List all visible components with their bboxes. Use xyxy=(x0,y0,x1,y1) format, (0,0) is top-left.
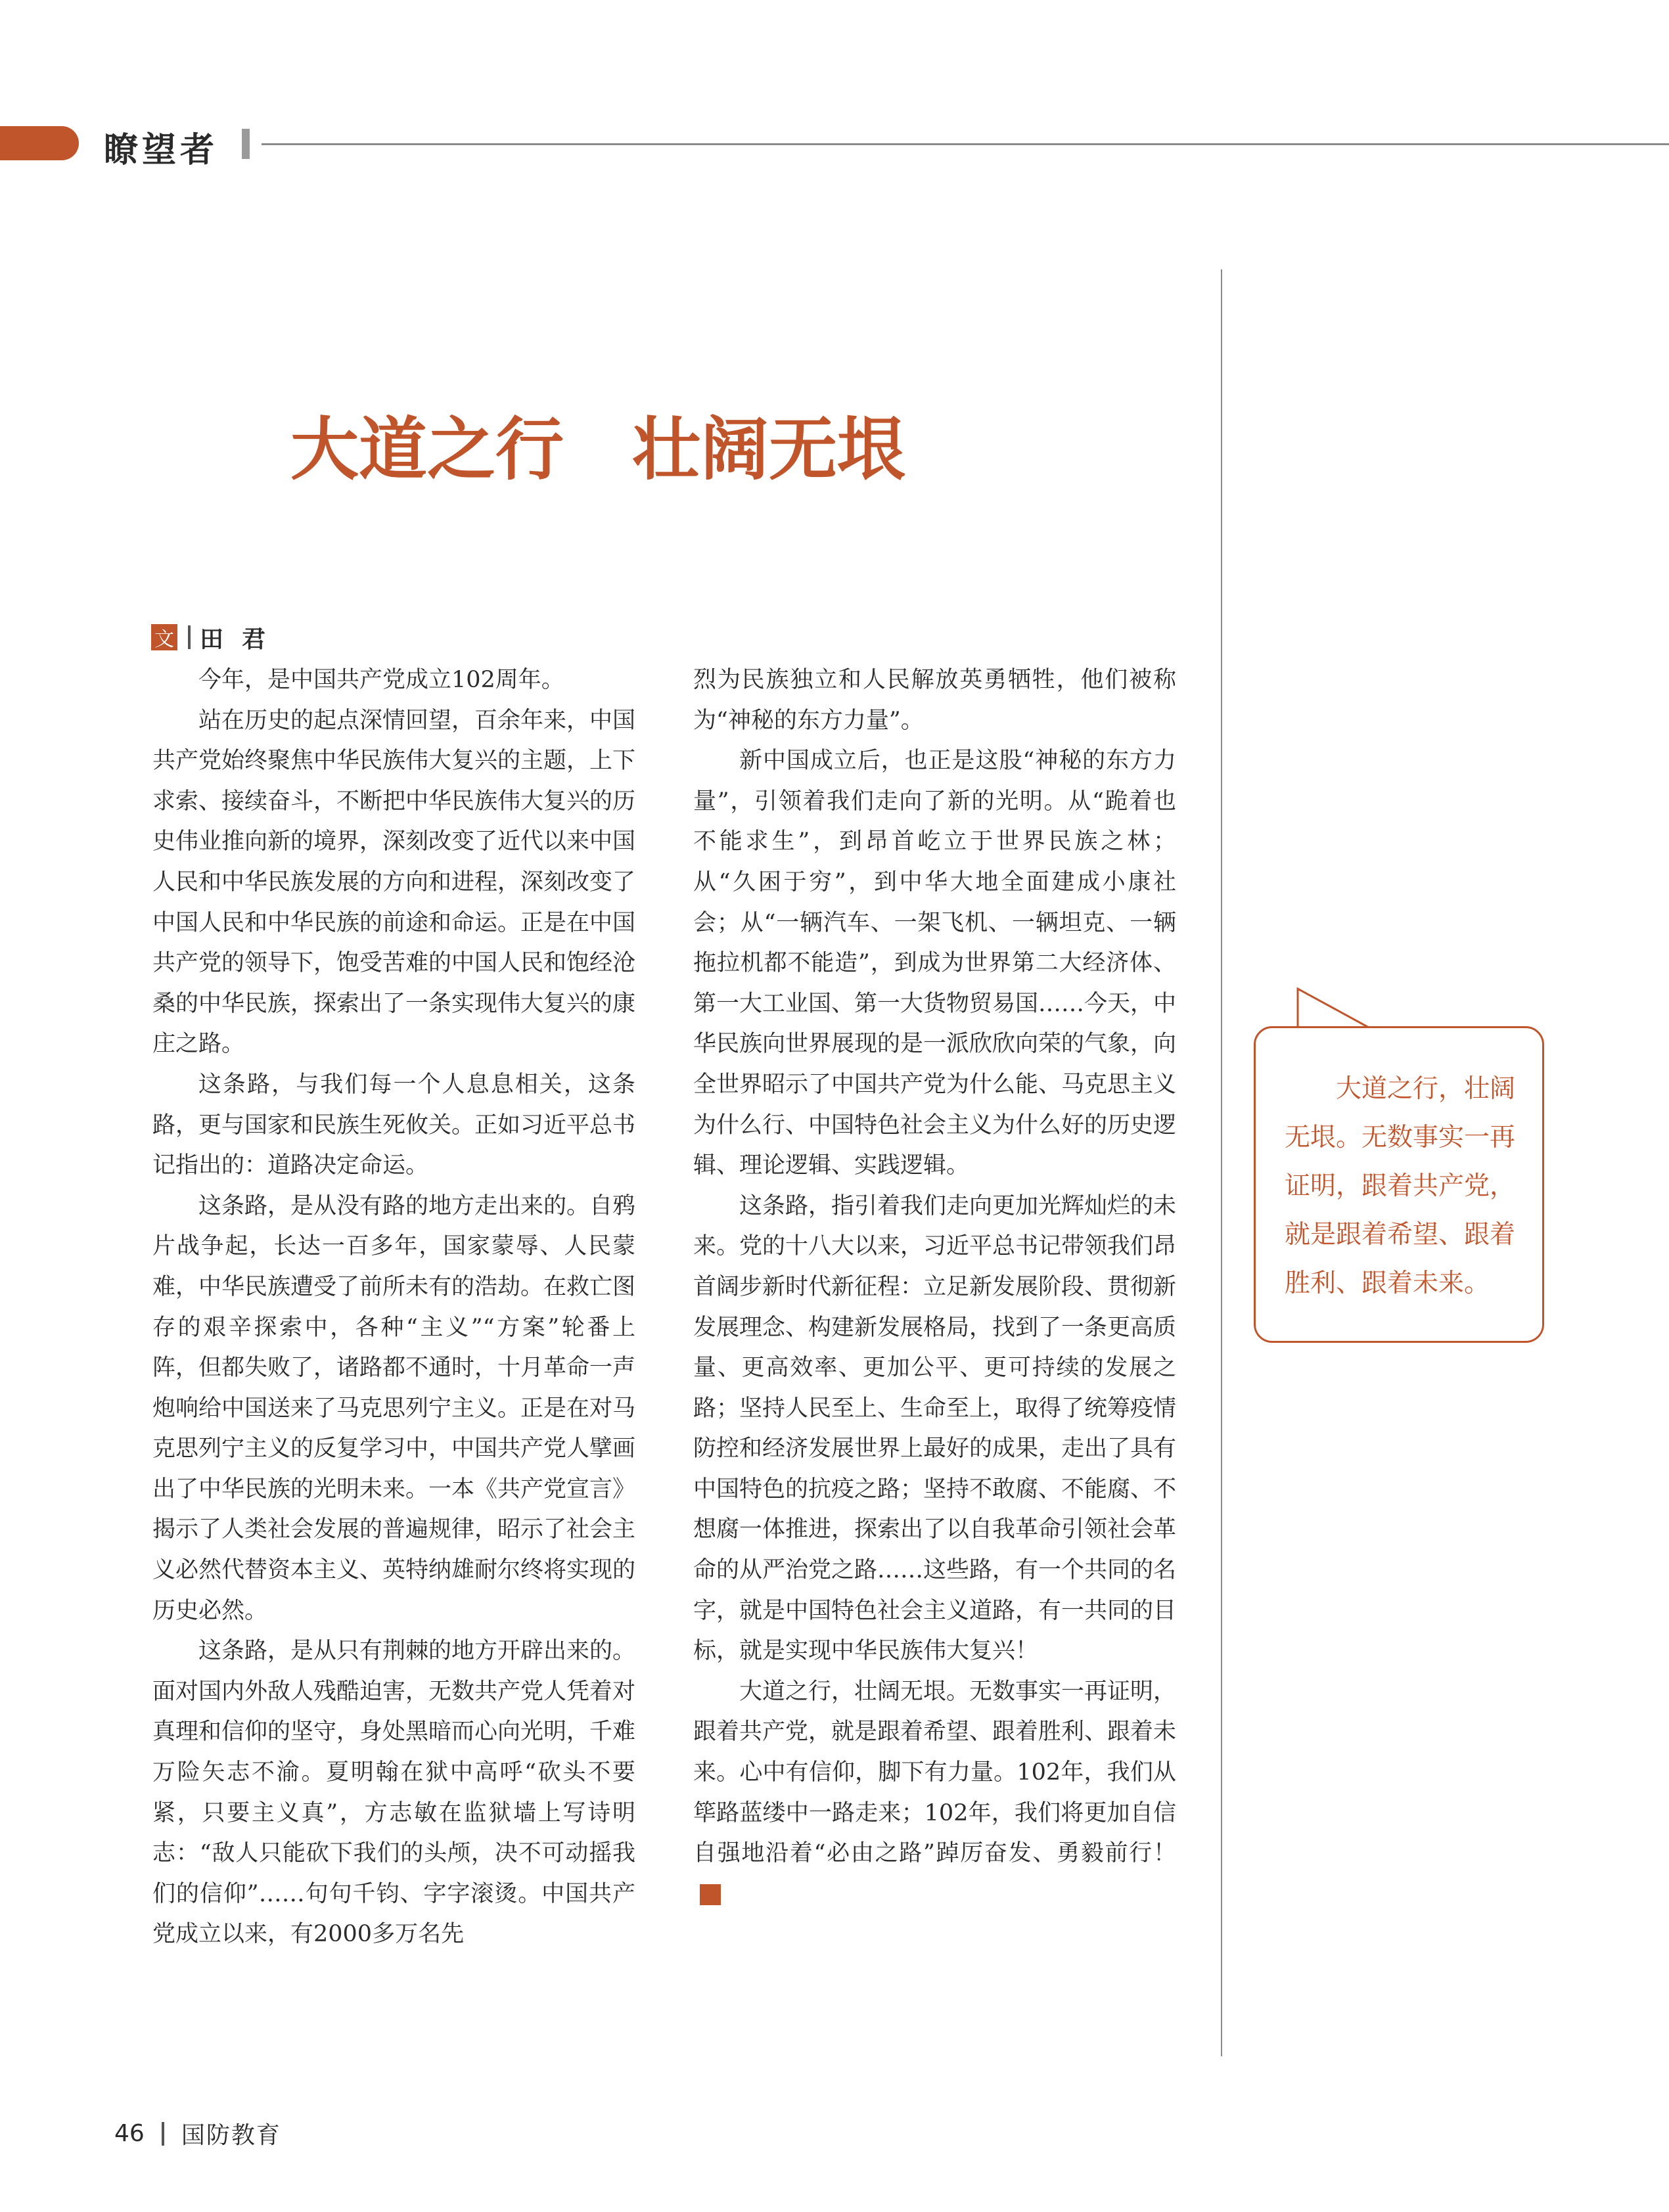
section-tab xyxy=(0,126,79,160)
paragraph: 这条路，是从只有荆棘的地方开辟出来的。面对国内外敌人残酷迫害，无数共产党人凭着对真理和信仰的坚守，身处黑暗而心向光明，千难万险矢志不渝。夏明翰在狱中高呼“砍头不要紧，只要主义真”，方志敏在监狱墙上写诗明志：“敌人只能砍下我们的头颅，决不可动摇我们的信仰”……句句千钧、字字滚烫。中国共产党成立以来，有2000多万名先 xyxy=(152,1638,636,1948)
left-column xyxy=(152,660,635,1955)
article-title: 大道之行 壮阔无垠 xyxy=(290,409,905,489)
paragraph: 今年，是中国共产党成立102周年。 xyxy=(198,667,564,693)
closing-paragraph xyxy=(693,1672,1176,1915)
paragraph: 这条路，是从没有路的地方走出来的。自鸦片战争起，长达一百多年，国家蒙辱、人民蒙难，中华民族遭受了前所未有的浩劫。在救亡图存的艰辛探索中，各种“主义”“方案”轮番上阵，但都失败了，诸路都不通时，十月革命一声炮响给中国送来了马克思列宁主义。正是在对马克思列宁主义的反复学习中，中国共产党人擘画出了中华民族的光明未来。一本《共产党宣言》揭示了人类社会发展的普遍规律，昭示了社会主义必然代替资本主义、英特纳雄耐尔终将实现的历史必然。 xyxy=(152,1192,636,1624)
header-rule xyxy=(262,143,1669,145)
section-divider xyxy=(242,129,250,159)
paragraph-text: 大道之行，壮阔无垠。无数事实一再证明，跟着共产党，就是跟着希望、跟着胜利、跟着未来。心中有信仰，脚下有力量。102年，我们从筚路蓝缕中一路走来；102年，我们将更加自信自强地沿着“必由之路”踔厉奋发、勇毅前行！ xyxy=(693,1678,1177,1867)
paragraph: 新中国成立后，也正是这股“神秘的东方力量”，引领着我们走向了新的光明。从“跪着也不能求生”，到昂首屹立于世界民族之林；从“久困于穷”，到中华大地全面建成小康社会；从“一辆汽车、一架飞机、一辆坦克、一辆拖拉机都不能造”，到成为世界第二大经济体、第一大工业国、第一大货物贸易国……今天，中华民族向世界展现的是一派欣欣向荣的气象，向全世界昭示了中国共产党为什么能、马克思主义为什么行、中国特色社会主义为什么好的历史逻辑、理论逻辑、实践逻辑。 xyxy=(693,748,1177,1179)
byline-divider xyxy=(188,625,191,649)
paragraph: 这条路，指引着我们走向更加光辉灿烂的未来。党的十八大以来，习近平总书记带领我们昂首阔步新时代新征程：立足新发展阶段、贯彻新发展理念、构建新发展格局，找到了一条更高质量、更高效率、更加公平、更可持续的发展之路；坚持人民至上、生命至上，取得了统筹疫情防控和经济发展世界上最好的成果，走出了具有中国特色的抗疫之路；坚持不敢腐、不能腐、不想腐一体推进，探索出了以自我革命引领社会革命的从严治党之路……这些路，有一个共同的名字，就是中国特色社会主义道路，有一共同的目标，就是实现中华民族伟大复兴！ xyxy=(693,1192,1177,1665)
author-name: 田君 xyxy=(200,625,285,653)
speech-bubble-tail-icon xyxy=(1298,989,1370,1031)
paragraph: 这条路，与我们每一个人息息相关，这条路，更与国家和民族生死攸关。正如习近平总书记指出的：道路决定命运。 xyxy=(152,1071,636,1179)
byline-badge: 文 xyxy=(151,624,177,650)
paragraph: 烈为民族独立和人民解放英勇牺牲，他们被称为“神秘的东方力量”。 xyxy=(693,667,1176,734)
magazine-name: 国防教育 xyxy=(181,2122,281,2149)
pull-quote: 大道之行，壮阔无垠。无数事实一再证明，跟着共产党，就是跟着希望、跟着胜利、跟着未来。 xyxy=(1254,1026,1544,1343)
paragraph: 站在历史的起点深情回望，百余年来，中国共产党始终聚焦中华民族伟大复兴的主题，上下求索、接续奋斗，不断把中华民族伟大复兴的历史伟业推向新的境界，深刻改变了近代以来中国人民和中华民族发展的方向和进程，深刻改变了中国人民和中华民族的前途和命运。正是在中国共产党的领导下，饱受苦难的中国人民和饱经沧桑的中华民族，探索出了一条实现伟大复兴的康庄之路。 xyxy=(152,707,636,1058)
byline xyxy=(151,624,285,653)
footer-divider xyxy=(162,2122,164,2146)
section-label: 瞭望者 xyxy=(104,131,219,170)
end-mark-icon: G xyxy=(700,1884,721,1905)
page-footer xyxy=(114,2117,281,2150)
column-divider xyxy=(1221,269,1222,2056)
page-number: 46 xyxy=(114,2120,145,2147)
right-column xyxy=(693,660,1176,1914)
